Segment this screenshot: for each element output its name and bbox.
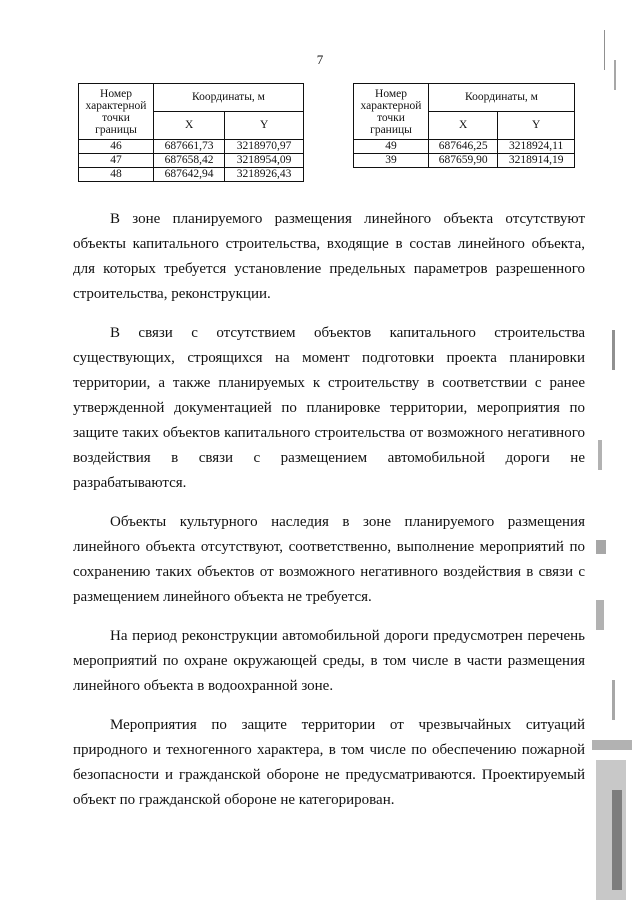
header-x: X bbox=[154, 112, 225, 140]
coord-x: 687642,94 bbox=[154, 168, 225, 182]
table-row bbox=[79, 140, 304, 154]
header-x: X bbox=[429, 112, 498, 140]
coord-y: 3218914,19 bbox=[498, 154, 575, 168]
point-number: 47 bbox=[79, 154, 154, 168]
header-point-number: Номер характерной точки границы bbox=[79, 84, 154, 140]
coord-y: 3218924,11 bbox=[498, 140, 575, 154]
point-number: 46 bbox=[79, 140, 154, 154]
page-number: 7 bbox=[316, 52, 324, 67]
header-coordinates: Координаты, м bbox=[429, 84, 575, 112]
table-row bbox=[79, 154, 304, 168]
header-y: Y bbox=[225, 112, 304, 140]
body-text bbox=[73, 207, 585, 827]
coord-y: 3218970,97 bbox=[225, 140, 304, 154]
coord-y: 3218954,09 bbox=[225, 154, 304, 168]
table-row bbox=[354, 140, 575, 154]
paragraph: В связи с отсутствием объектов капитального строительства существующих, строящихся на момент подготовки проекта планировки территории, а также планируемых к строительству в соответствии с ранее утвержденной документацией по планировке территории, мероприятия по защите таких объектов капитального строительства от возможного негативного воздействия в связи с размещением автомобильной дороги не разрабатываются. bbox=[73, 325, 585, 491]
coord-x: 687646,25 bbox=[429, 140, 498, 154]
coord-x: 687658,42 bbox=[154, 154, 225, 168]
paragraph: Мероприятия по защите территории от чрезвычайных ситуаций природного и техногенного характера, в том числе по обеспечению пожарной безопасности и гражданской обороне не предусматриваются. Проектируемый объект по гражданской обороне не категорирован. bbox=[73, 717, 585, 808]
point-number: 39 bbox=[354, 154, 429, 168]
coordinates-table-right bbox=[353, 83, 575, 168]
table-row bbox=[354, 154, 575, 168]
coord-x: 687661,73 bbox=[154, 140, 225, 154]
point-number: 48 bbox=[79, 168, 154, 182]
header-point-number: Номер характерной точки границы bbox=[354, 84, 429, 140]
paragraph: В зоне планируемого размещения линейного объекта отсутствуют объекты капитального строительства, входящие в состав линейного объекта, для которых требуется установление предельных параметров разрешенного строительства, реконструкции. bbox=[73, 211, 585, 302]
paragraph: На период реконструкции автомобильной дороги предусмотрен перечень мероприятий по охране окружающей среды, в том числе в части размещения линейного объекта в водоохранной зоне. bbox=[73, 628, 585, 694]
coordinates-table-left bbox=[78, 83, 304, 182]
header-y: Y bbox=[498, 112, 575, 140]
table-row bbox=[79, 168, 304, 182]
coord-x: 687659,90 bbox=[429, 154, 498, 168]
coord-y: 3218926,43 bbox=[225, 168, 304, 182]
point-number: 49 bbox=[354, 140, 429, 154]
paragraph: Объекты культурного наследия в зоне планируемого размещения линейного объекта отсутствуют, соответственно, выполнение мероприятий по сохранению таких объектов от возможного негативного воздействия в связи с размещением линейного объекта не требуется. bbox=[73, 514, 585, 605]
header-coordinates: Координаты, м bbox=[154, 84, 304, 112]
